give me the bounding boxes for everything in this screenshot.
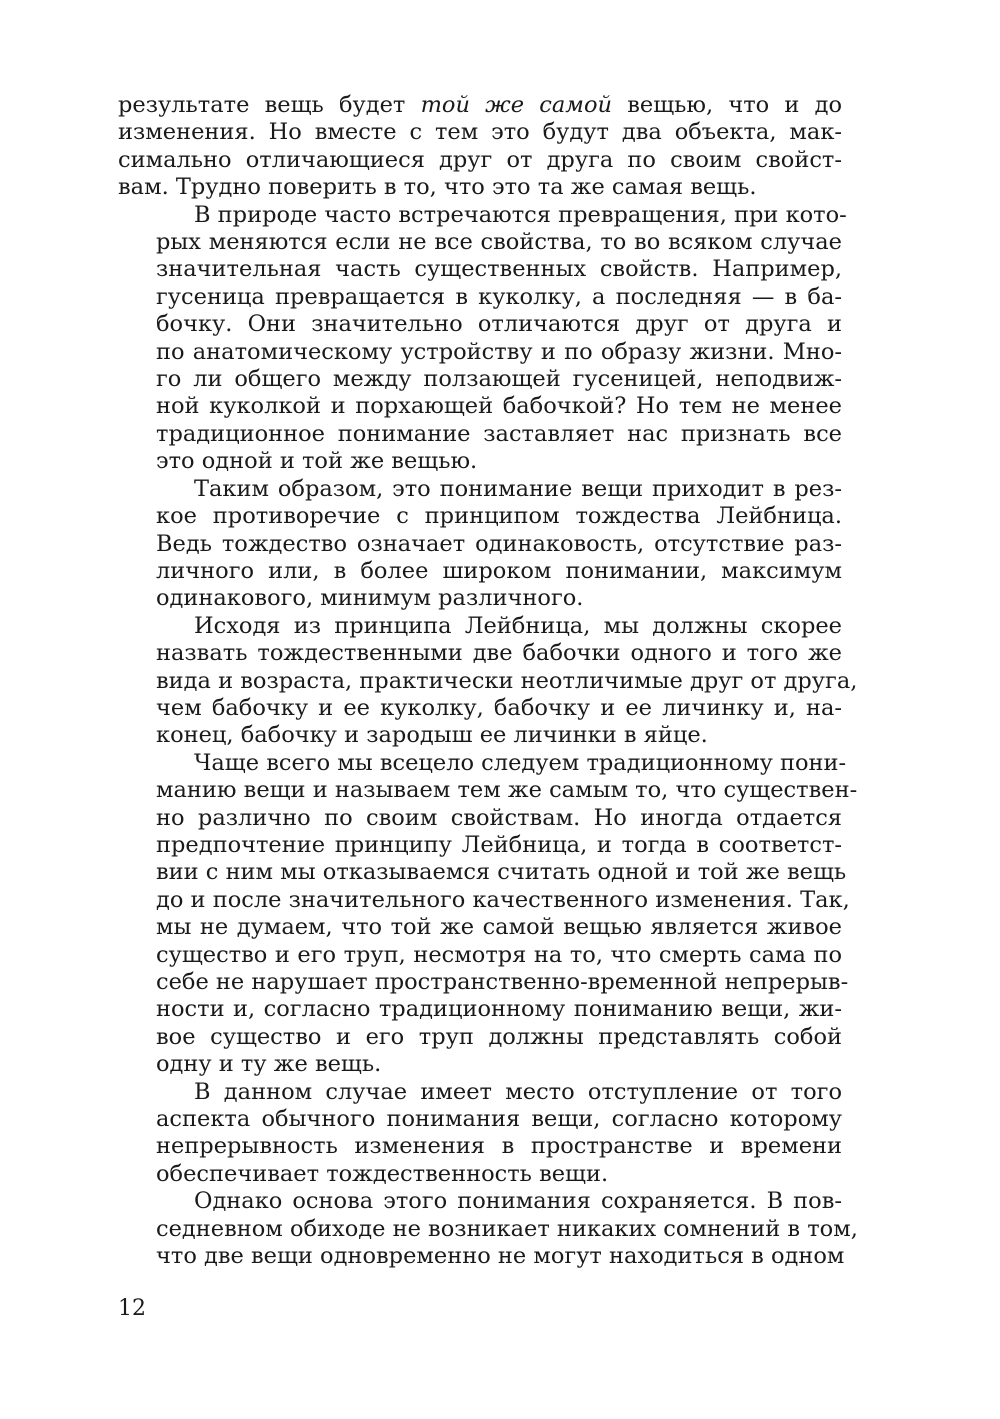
text-line: это одной и той же вещью. <box>156 448 478 475</box>
text-line: что две вещи одновременно не могут находиться в одном <box>156 1243 845 1270</box>
text-line: предпочтение принципу Лейбница, и тогда в соответст- <box>156 831 842 858</box>
paragraph <box>118 201 847 476</box>
paragraph <box>118 1079 842 1189</box>
text-line: вое существо и его труп должны представлять собой <box>156 1023 842 1050</box>
text-line: манию вещи и называем тем же самым то, что существен- <box>156 777 858 804</box>
text-line: вам. Трудно поверить в то, что это та же самая вещь. <box>118 174 757 201</box>
text-line: рых меняются если не все свойства, то во всяком случае <box>156 229 842 256</box>
page-number: 12 <box>118 1296 146 1321</box>
text-line: аспекта обычного понимания вещи, согласно которому <box>156 1106 842 1133</box>
paragraph <box>118 92 842 202</box>
text-line: существо и его труп, несмотря на то, что смерть сама по <box>156 941 842 968</box>
text-line: ности и, согласно традиционному пониманию вещи, жи- <box>156 996 842 1023</box>
text-line: В природе часто встречаются превращения, при кото- <box>194 201 847 228</box>
text-line <box>118 92 842 119</box>
text-line: чем бабочку и ее куколку, бабочку и ее личинку и, на- <box>156 694 842 721</box>
text-run: вещью, что и до <box>612 92 843 118</box>
text-line: Исходя из принципа Лейбница, мы должны скорее <box>194 612 842 639</box>
text-line: непрерывность изменения в пространстве и времени <box>156 1133 842 1160</box>
text-line: традиционное понимание заставляет нас признать все <box>156 420 842 447</box>
paragraph <box>118 612 858 750</box>
text-line: Однако основа этого понимания сохраняется. В пов- <box>194 1188 842 1215</box>
text-line: В данном случае имеет место отступление от того <box>194 1078 842 1105</box>
text-line: вии с ним мы отказываемся считать одной и той же вещь <box>156 859 847 886</box>
text-line: одну и ту же вещь. <box>156 1051 382 1078</box>
text-line: вида и возраста, практически неотличимые друг от друга, <box>156 667 858 694</box>
text-run: результате вещь будет <box>118 92 421 118</box>
text-line: одинакового, минимум различного. <box>156 585 584 612</box>
paragraph <box>118 749 858 1079</box>
text-line: до и после значительного качественного изменения. Так, <box>156 886 850 913</box>
text-line: мы не думаем, что той же самой вещью является живое <box>156 914 842 941</box>
text-line: Таким образом, это понимание вещи приходит в рез- <box>194 475 842 502</box>
text-line: кое противоречие с принципом тождества Лейбница. <box>156 503 842 530</box>
text-line: личного или, в более широком понимании, максимум <box>156 557 842 584</box>
text-line: бочку. Они значительно отличаются друг от друга и <box>156 311 842 338</box>
text-line: Ведь тождество означает одинаковость, отсутствие раз- <box>156 530 842 557</box>
text-line: по анатомическому устройству и по образу жизни. Мно- <box>156 338 842 365</box>
text-line: себе не нарушает пространственно-временной непрерыв- <box>156 969 849 995</box>
text-line: Чаще всего мы всецело следуем традиционному пони- <box>194 749 847 776</box>
paragraph <box>118 476 842 613</box>
text-line: го ли общего между ползающей гусеницей, неподвиж- <box>156 366 842 393</box>
text-line: ной куколкой и порхающей бабочкой? Но тем не менее <box>156 393 842 420</box>
page-body <box>118 92 858 1270</box>
text-line: значительная часть существенных свойств. Например, <box>156 256 842 283</box>
text-line: симально отличающиеся друг от друга по своим свойст- <box>118 146 842 173</box>
text-line: назвать тождественными две бабочки одного и того же <box>156 640 842 667</box>
text-line: гусеница превращается в куколку, а последняя — в ба- <box>156 283 842 310</box>
italic-phrase: той же самой <box>420 92 612 118</box>
text-line: изменения. Но вместе с тем это будут два объекта, мак- <box>118 119 842 146</box>
text-line: обеспечивает тождественность вещи. <box>156 1160 609 1187</box>
text-line: седневном обиходе не возникает никаких сомнений в том, <box>156 1215 858 1242</box>
text-line: конец, бабочку и зародыш ее личинки в яйце. <box>156 722 708 749</box>
text-line: но различно по своим свойствам. Но иногда отдается <box>156 804 842 831</box>
paragraph <box>118 1188 858 1270</box>
